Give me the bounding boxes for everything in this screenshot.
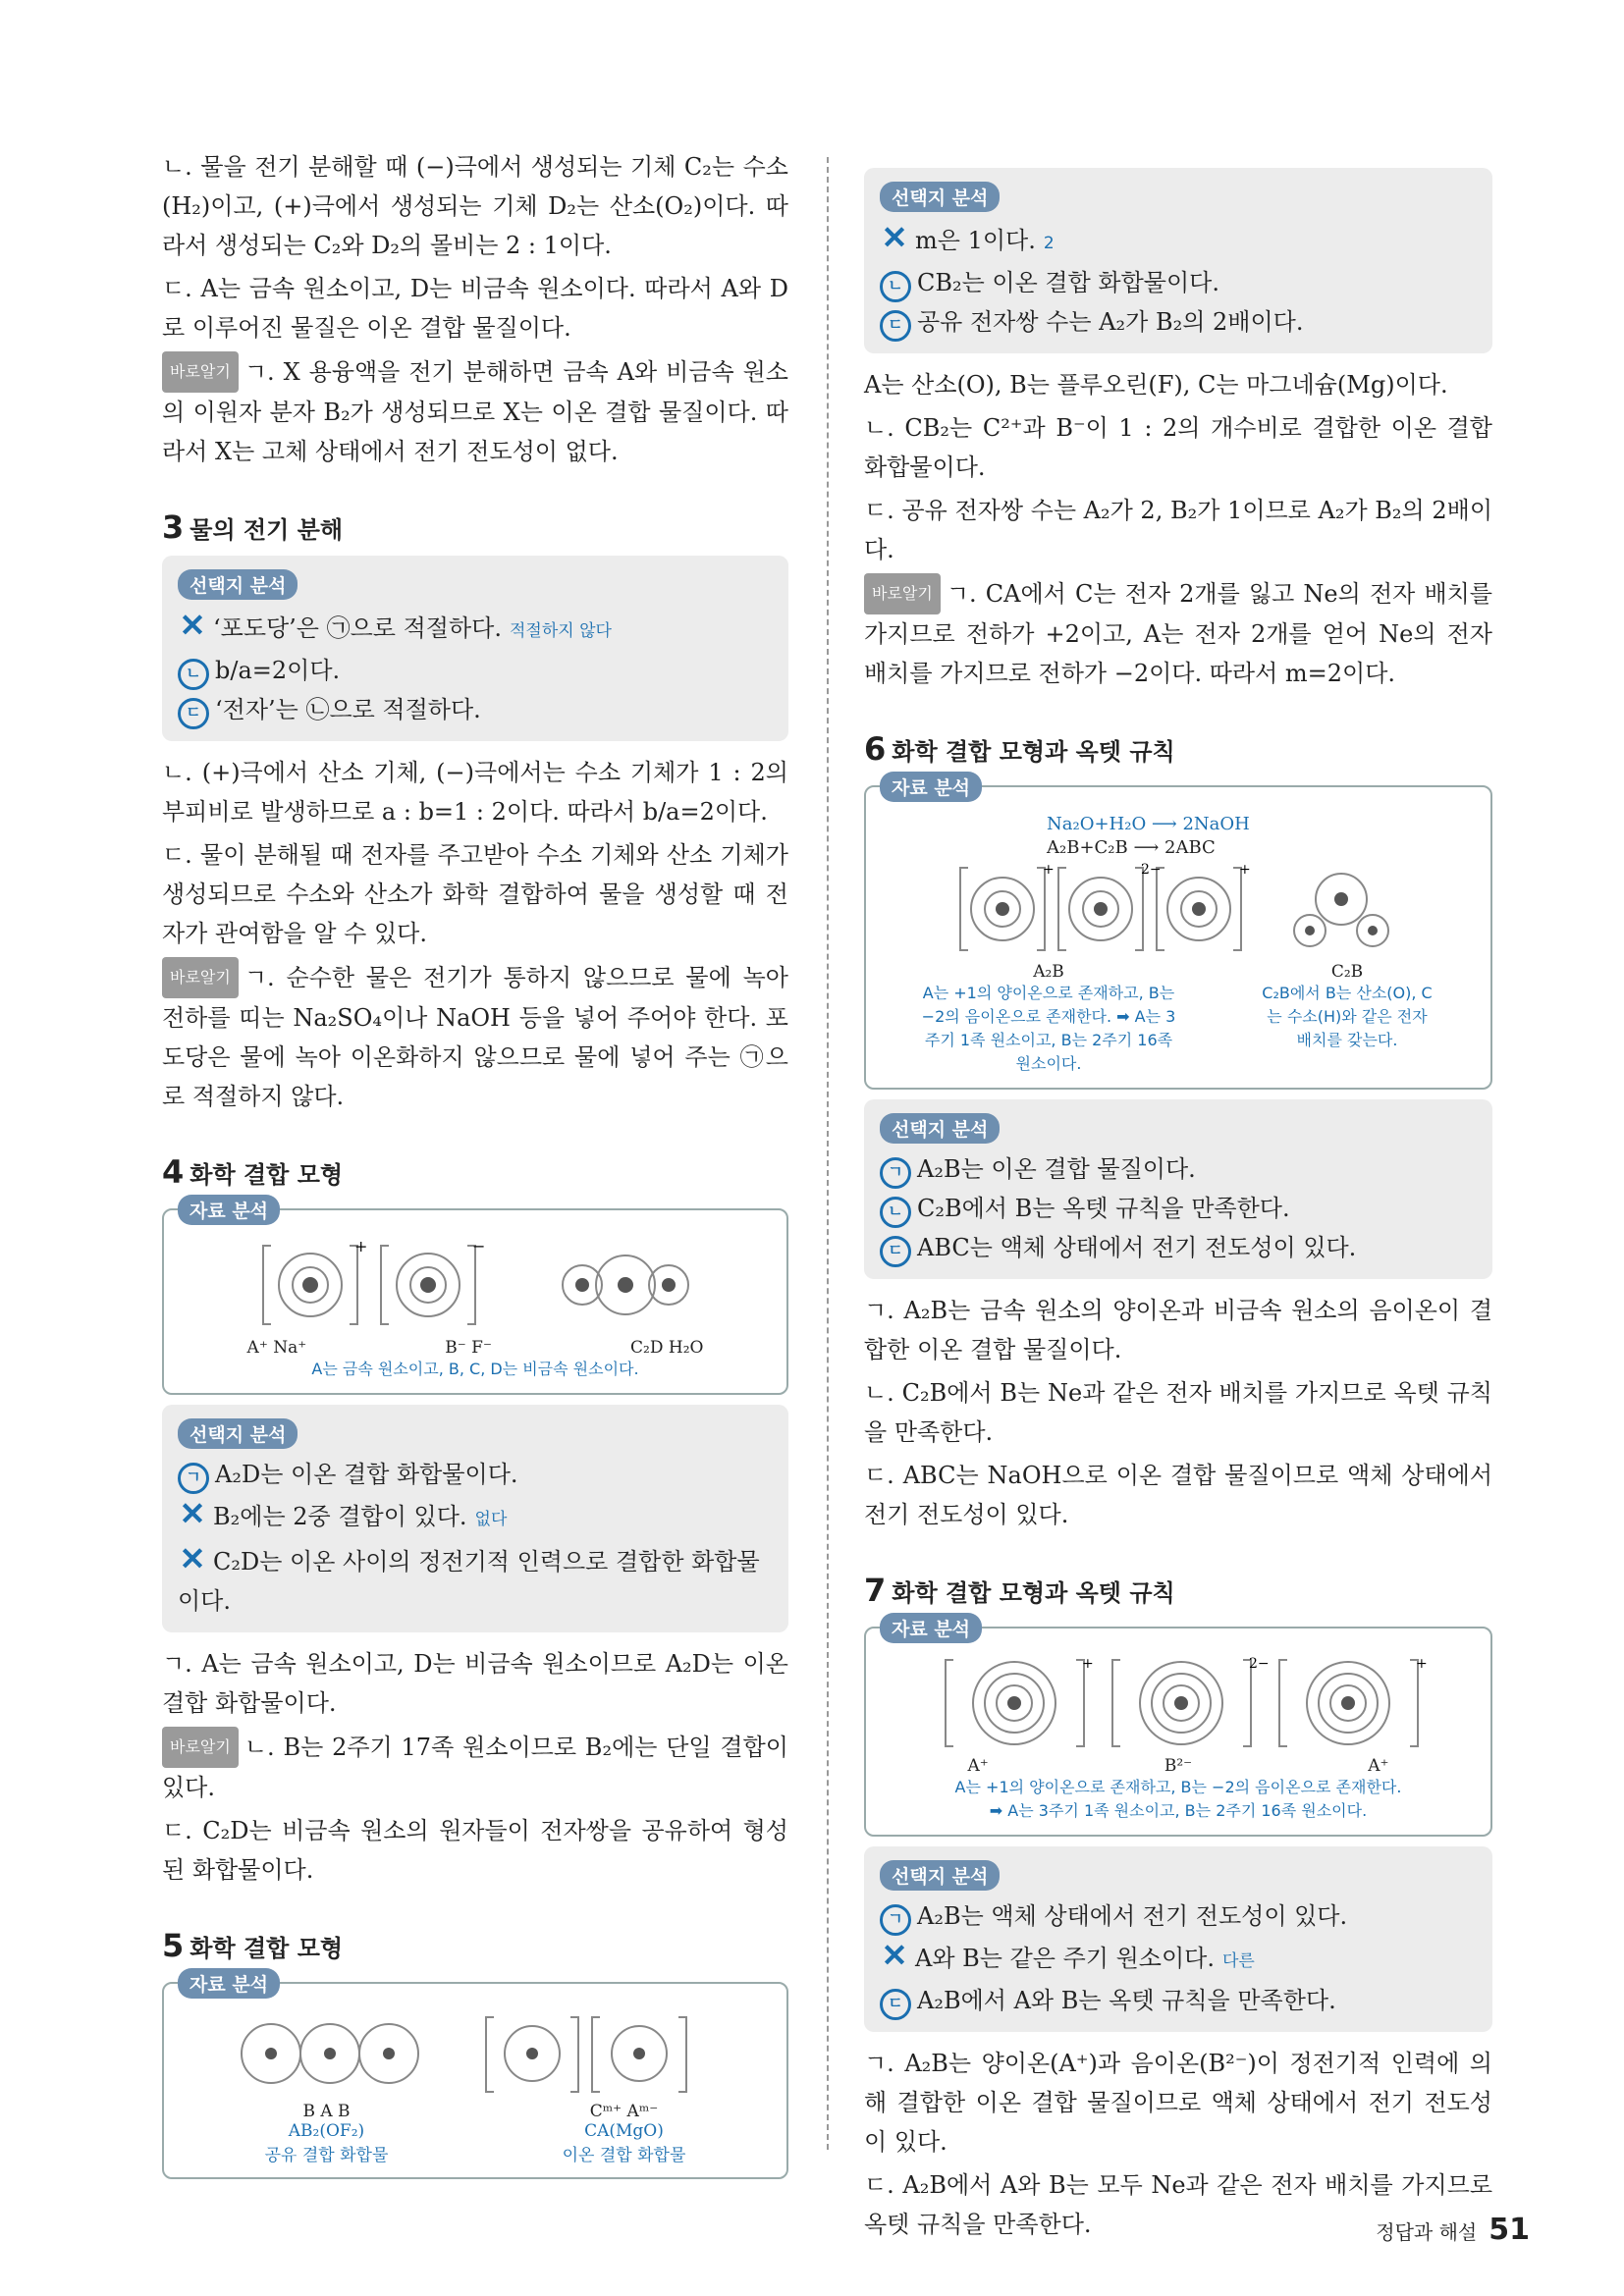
paragraph: ㄱ. A는 금속 원소이고, D는 비금속 원소이므로 A₂D는 이온 결합 화합물이다. (162, 1650, 788, 1717)
choice-analysis-box (864, 1099, 1492, 1279)
box-label: 선택지 분석 (178, 1418, 298, 1449)
svg-text:2−: 2− (1249, 1656, 1270, 1672)
section-heading: 3 물의 전기 분해 (162, 508, 344, 546)
column-divider (827, 157, 829, 2150)
svg-text:+: + (1082, 1656, 1094, 1672)
option-row: ㄱ A₂B는 액체 상태에서 전기 전도성이 있다. (880, 1896, 1477, 1936)
paragraph: ㄷ. 물이 분해될 때 전자를 주고받아 수소 기체와 산소 기체가 생성되므로 수소와 산소가 화학 결합하여 물을 생성할 때 전자가 관여함을 알 수 있다. (162, 841, 788, 947)
paragraph: ㄴ. (+)극에서 산소 기체, (−)극에서는 수소 기체가 1 : 2의 부피비로 발생하므로 a : b=1 : 2이다. 따라서 b/a=2이다. (162, 759, 788, 826)
option-row: ㄷ ABC는 액체 상태에서 전기 전도성이 있다. (880, 1228, 1477, 1267)
paragraph: ㄷ. ABC는 NaOH으로 이온 결합 물질이므로 액체 상태에서 전기 전도성이 있다. (864, 1462, 1492, 1528)
paragraph: ㄴ. C₂B에서 B는 Ne과 같은 전자 배치를 가지므로 옥텟 규칙을 만족한다. (864, 1379, 1492, 1446)
correct-mark-icon: ㄷ (880, 1989, 911, 2020)
paragraph: ㄷ. 공유 전자쌍 수는 A₂가 2, B₂가 1이므로 A₂가 B₂의 2배이다. (864, 497, 1492, 563)
choice-analysis-box (864, 1846, 1492, 2032)
correct-mark-icon: ㄱ (178, 1463, 209, 1494)
data-analysis-figure (162, 1974, 788, 2179)
choice-analysis-box (162, 556, 788, 741)
section-heading: 5 화학 결합 모형 (162, 1927, 344, 1964)
figure-label: 자료 분석 (178, 1195, 280, 1225)
correct-mark-icon: ㄴ (880, 271, 911, 302)
paragraph: 바로알기 ㄱ. CA에서 C는 전자 2개를 잃고 Ne의 전자 배치를 가지므로 전하가 +2이고, A는 전자 2개를 얻어 Ne의 전자 배치를 가지므로 전하가 −2이다. 따라서 m=2이다. (864, 573, 1492, 693)
left-column (162, 147, 788, 2189)
wrong-mark-icon: ✕ (881, 1937, 908, 1974)
svg-text:−: − (472, 1237, 486, 1255)
figure-labels: A⁺ Na⁺ B⁻ F⁻ C₂D H₂O (246, 1338, 704, 1358)
figure-label: 자료 분석 (880, 772, 982, 802)
option-row: ✕ ‘포도당’은 ㉠으로 적절하다. 적절하지 않다 (179, 607, 612, 644)
paragraph: ㄴ. CB₂는 C²⁺과 B⁻이 1 : 2의 개수비로 결합한 이온 결합 화합물이다. (864, 414, 1492, 481)
option-row: ✕ A와 B는 같은 주기 원소이다. 다른 (881, 1937, 1255, 1974)
atom-model-diagram (880, 860, 1479, 958)
option-row: ㄴ C₂B에서 B는 옥텟 규칙을 만족한다. (880, 1189, 1477, 1228)
paragraph: ㄷ. C₂D는 비금속 원소의 원자들이 전자쌍을 공유하여 형성된 화합물이다. (162, 1817, 788, 1884)
paragraph: ㄱ. A₂B는 양이온(A⁺)과 음이온(B²⁻)이 정전기적 인력에 의해 결합한 이온 결합 물질이므로 액체 상태에서 전기 전도성이 있다. (864, 2050, 1492, 2156)
figure-caption: A는 +1의 양이온으로 존재하고, B는 −2의 음이온으로 존재한다. (954, 1778, 1402, 1796)
data-analysis-figure (864, 1619, 1492, 1837)
paragraph: 바로알기 ㄱ. 순수한 물은 전기가 통하지 않으므로 물에 녹아 전하를 띠는 Na₂SO₄이나 NaOH 등을 넣어 주어야 한다. 포도당은 물에 녹아 이온화하지 않으므로 물에 넣어 주는 ㉠으로 적절하지 않다. (162, 957, 788, 1116)
option-row: ㄴ CB₂는 이온 결합 화합물이다. (880, 263, 1477, 302)
section-heading: 7 화학 결합 모형과 옥텟 규칙 (864, 1572, 1175, 1609)
section-heading: 6 화학 결합 모형과 옥텟 규칙 (864, 730, 1175, 768)
right-column (864, 162, 1492, 2248)
paragraph: 바로알기 ㄴ. B는 2주기 17족 원소이므로 B₂에는 단일 결합이 있다. (162, 1727, 788, 1807)
figure-label: 자료 분석 (178, 1968, 280, 1999)
figure-labels: B A B AB₂(OF₂) 공유 결합 화합물 Cᵐ⁺ Aᵐ⁻ CA(MgO) 이온 결합 화합물 (264, 2102, 686, 2165)
atom-model-diagram (178, 1236, 767, 1334)
footer-label: 정답과 해설 (1376, 2220, 1478, 2244)
correction-note: 적절하지 않다 (509, 621, 612, 641)
page-number: 51 (1489, 2213, 1530, 2247)
correction-tag: 바로알기 (162, 351, 239, 393)
svg-text:+: + (1239, 862, 1251, 878)
wrong-mark-icon: ✕ (179, 607, 206, 644)
option-row: ㄷ 공유 전자쌍 수는 A₂가 B₂의 2배이다. (880, 302, 1477, 342)
option-row: ✕ C₂D는 이온 사이의 정전기적 인력으로 결합한 화합물이다. (178, 1540, 760, 1615)
section-heading: 4 화학 결합 모형 (162, 1153, 344, 1191)
paragraph: ㄷ. A는 금속 원소이고, D는 비금속 원소이다. 따라서 A와 D로 이루어진 물질은 이온 결합 물질이다. (162, 275, 788, 342)
atom-model-diagram (178, 2009, 767, 2098)
correct-mark-icon: ㄴ (178, 659, 209, 690)
option-row: ㄱ A₂B는 이온 결합 물질이다. (880, 1149, 1477, 1189)
box-label: 선택지 분석 (880, 1113, 1000, 1144)
svg-text:+: + (354, 1237, 368, 1255)
paragraph: ㄱ. A₂B는 금속 원소의 양이온과 비금속 원소의 음이온이 결합한 이온 결합 물질이다. (864, 1297, 1492, 1363)
figure-captions: A₂B A는 +1의 양이온으로 존재하고, B는 −2의 음이온으로 존재한다. ➡ A는 3주기 1족 원소이고, B는 2주기 16족 원소이다. C₂B C₂B에서 B는 산소(O), C는 수소(H)와 같은 전자 배치를 갖는다. (921, 962, 1433, 1073)
paragraph: ㄴ. 물을 전기 분해할 때 (−)극에서 생성되는 기체 C₂는 수소(H₂)이고, (+)극에서 생성되는 기체 D₂는 산소(O₂)이다. 따라서 생성되는 C₂와 D₂의 몰비는 2 : 1이다. (162, 153, 788, 259)
correction-tag: 바로알기 (162, 957, 239, 998)
svg-text:+: + (1043, 862, 1055, 878)
correct-mark-icon: ㄱ (880, 1904, 911, 1936)
option-row: ㄷ A₂B에서 A와 B는 옥텟 규칙을 만족한다. (880, 1981, 1477, 2020)
wrong-mark-icon: ✕ (179, 1540, 206, 1577)
option-row: ㄷ ‘전자’는 ㉡으로 적절하다. (178, 690, 773, 729)
paragraph: ㄷ. A₂B에서 A와 B는 모두 Ne과 같은 전자 배치를 가지므로 옥텟 규칙을 만족한다. (864, 2171, 1492, 2238)
svg-text:2−: 2− (1141, 862, 1162, 878)
atom-model-diagram (880, 1654, 1479, 1752)
correct-mark-icon: ㄴ (880, 1197, 911, 1228)
figure-caption: ➡ A는 3주기 1족 원소이고, B는 2주기 16족 원소이다. (989, 1801, 1368, 1820)
figure-labels: A⁺ B²⁻ A⁺ (967, 1756, 1389, 1776)
option-row: ✕ m은 1이다. 2 (881, 219, 1055, 256)
box-label: 선택지 분석 (880, 182, 1000, 212)
box-label: 선택지 분석 (880, 1860, 1000, 1891)
correction-tag: 바로알기 (162, 1727, 239, 1768)
figure-label: 자료 분석 (880, 1613, 982, 1643)
correction-tag: 바로알기 (864, 573, 941, 614)
correct-mark-icon: ㄷ (880, 1236, 911, 1267)
reaction-equations: Na₂O+H₂O ⟶ 2NaOH A₂B+C₂B ⟶ 2ABC (1047, 814, 1250, 858)
correct-mark-icon: ㄷ (880, 310, 911, 342)
option-row: ㄱ A₂D는 이온 결합 화합물이다. (178, 1455, 773, 1494)
svg-text:+: + (1416, 1656, 1428, 1672)
choice-analysis-box (864, 168, 1492, 353)
paragraph: A는 산소(O), B는 플루오린(F), C는 마그네슘(Mg)이다. (864, 371, 1448, 399)
option-row: ✕ B₂에는 2중 결합이 있다. 없다 (179, 1495, 508, 1532)
paragraph: 바로알기 ㄱ. X 용융액을 전기 분해하면 금속 A와 비금속 원소의 이원자 분자 B₂가 생성되므로 X는 이온 결합 물질이다. 따라서 X는 고체 상태에서 전기 전도성이 없다. (162, 351, 788, 471)
data-analysis-figure (864, 777, 1492, 1090)
option-row: ㄴ b/a=2이다. (178, 651, 773, 690)
wrong-mark-icon: ✕ (881, 219, 908, 256)
wrong-mark-icon: ✕ (179, 1495, 206, 1532)
correct-mark-icon: ㄷ (178, 698, 209, 729)
choice-analysis-box (162, 1405, 788, 1632)
page-footer (1376, 2213, 1530, 2247)
box-label: 선택지 분석 (178, 569, 298, 600)
data-analysis-figure (162, 1201, 788, 1395)
correct-mark-icon: ㄱ (880, 1157, 911, 1189)
figure-caption: A는 금속 원소이고, B, C, D는 비금속 원소이다. (311, 1360, 639, 1378)
